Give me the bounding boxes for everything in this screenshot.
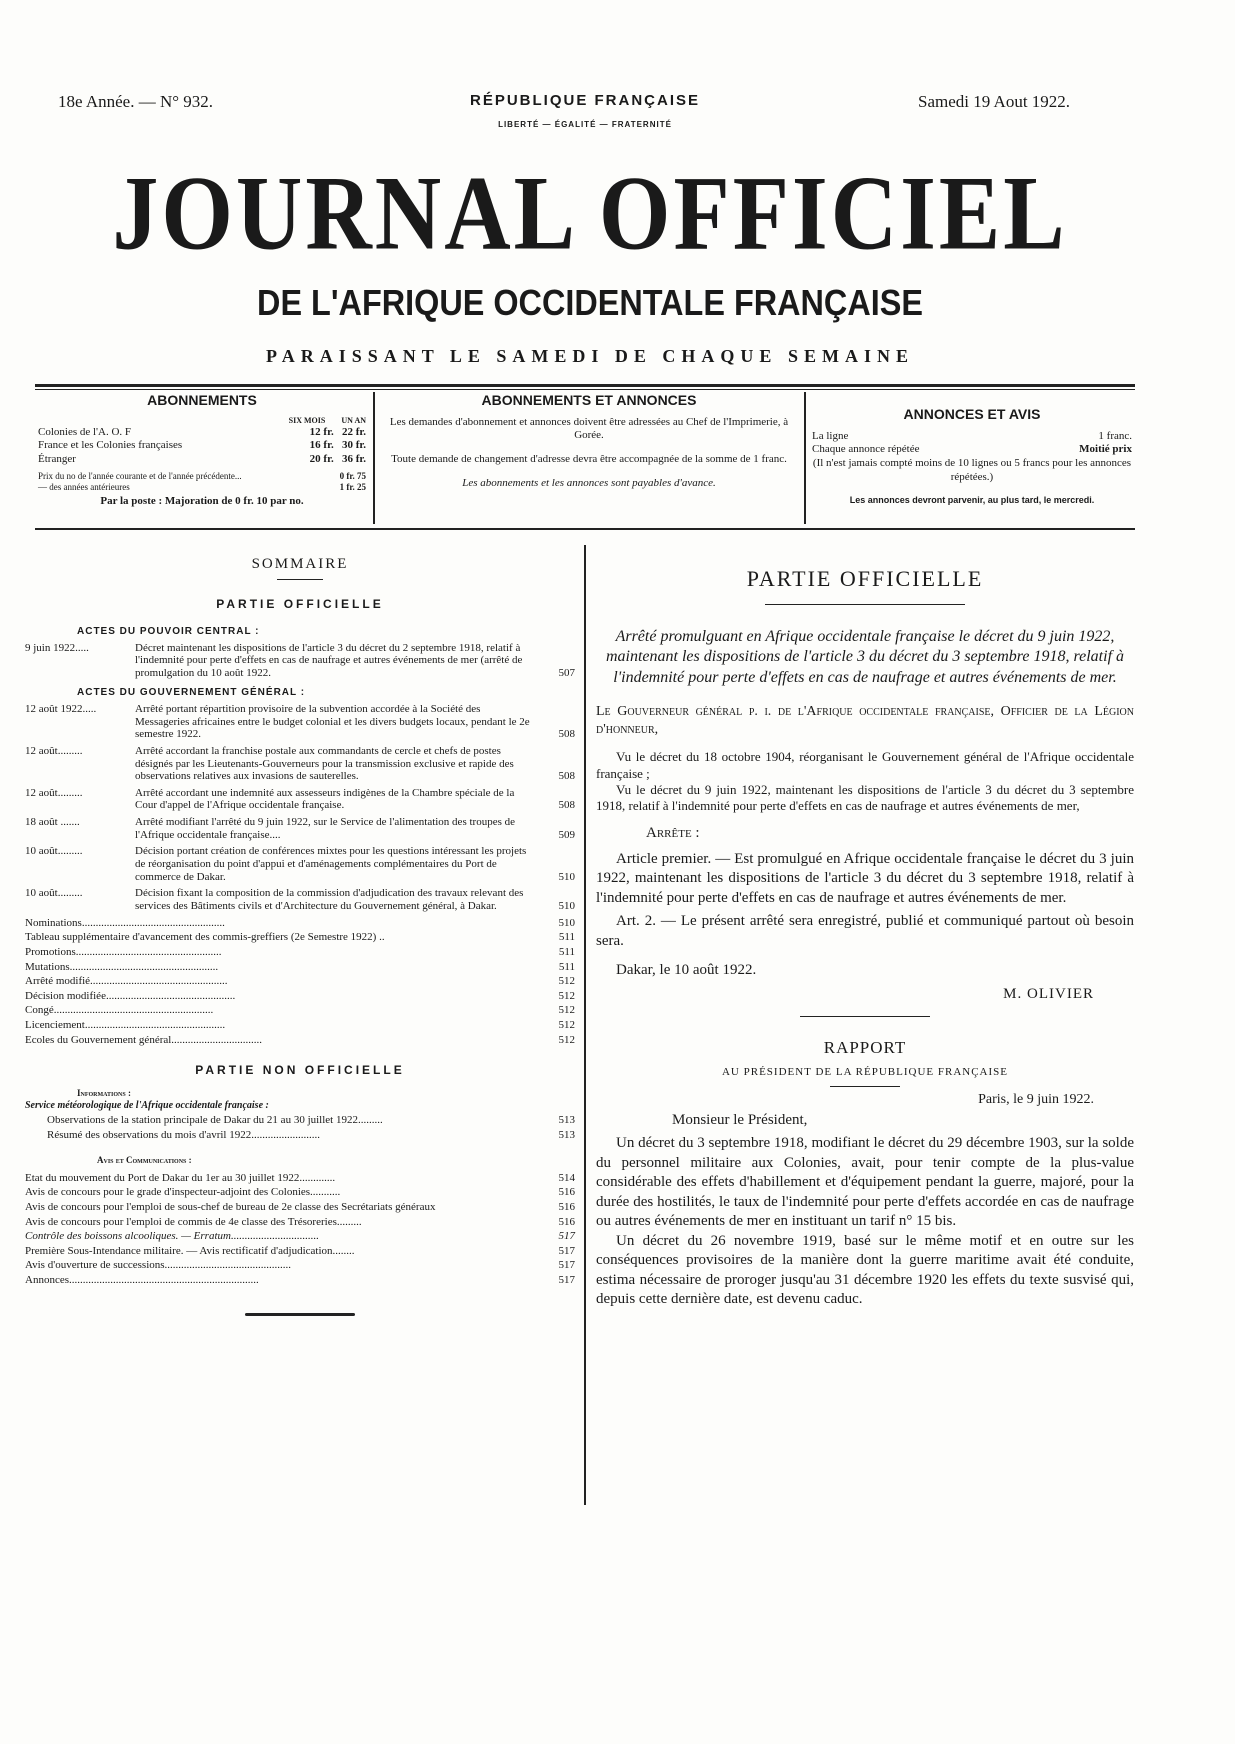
arrete-place-date: Dakar, le 10 août 1922. <box>616 962 757 979</box>
sommaire-rule <box>277 579 323 580</box>
entry-text: Décret maintenant les dispositions de l'article 3 du décret du 2 septembre 1918, relatif à l'indemnité pour perte d'effets en cas de naufrage et autres événements de mer (arrêté de promulgation du 10 août 1922. <box>135 641 523 679</box>
officielle-column <box>596 565 1134 1310</box>
annonce-value: 1 franc. <box>1098 429 1132 442</box>
informations-heading: Informations : <box>77 1088 131 1099</box>
line-text: Tableau supplémentaire d'avancement des commis-greffiers (2e Semestre 1922) .. <box>25 931 385 944</box>
gouv-general-heading: ACTES DU GOUVERNEMENT GÉNÉRAL : <box>77 687 306 699</box>
sommaire-line <box>25 1019 575 1032</box>
entry-text: Arrêté accordant la franchise postale aux commandants de cercle et chefs de postes désignés par les Lieutenants-Gouverneurs pour la transmission exclusive et rapide des observations relatives aux invasions de sauterelles. <box>135 744 514 783</box>
annonce-note: (Il n'est jamais compté moins de 10 lignes ou 5 francs pour les annonces répétées.) <box>812 457 1132 483</box>
entry-page: 508 <box>558 728 575 741</box>
abon-annonces-heading: ABONNEMENTS ET ANNONCES <box>481 392 697 408</box>
issue-number: 18e Année. — N° 932. <box>58 92 214 111</box>
avis-line <box>25 1259 575 1272</box>
entry-page: 508 <box>558 770 575 783</box>
entry-page: 507 <box>558 666 575 679</box>
abonnements-heading: ABONNEMENTS <box>147 392 257 408</box>
meteo-heading: Service météorologique de l'Afrique occidentale française : <box>25 1100 269 1112</box>
entry-text: Arrêté modifiant l'arrêté du 9 juin 1922, sur le Service de l'alimentation des troupes de l'Afrique occidentale française.... <box>135 816 515 841</box>
sommaire-entry <box>25 845 575 883</box>
line-page: 517 <box>558 1244 575 1257</box>
sommaire-line <box>25 931 575 944</box>
annonce-deadline: Les annonces devront parvenir, au plus tard, le mercredi. <box>849 494 1095 505</box>
sommaire-line <box>25 946 575 959</box>
line-text: Nominations.................................................... <box>25 916 225 929</box>
prix-row <box>38 471 366 482</box>
abon-row-label: Colonies de l'A. O. F <box>38 425 132 438</box>
box-divider-2 <box>804 392 806 524</box>
rapport-para-2: Un décret du 26 novembre 1919, basé sur le même motif et en outre sur les conséquences provisoires de la manière dont la guerre maritime avait été conduite, estima nécessaire de proroger jusqu'au 31 décembre 1920 les effets du texte susvisé qui, depuis cette dernière date, est devenu caduc. <box>596 1232 1134 1308</box>
abonnements-box <box>38 392 366 522</box>
entry-page: 510 <box>558 870 575 883</box>
salutation: Monsieur le Président, <box>672 1111 808 1128</box>
issue-date: Samedi 19 Aout 1922. <box>918 92 1071 111</box>
gouverneur-line: Le Gouverneur général p. i. de l'Afrique occidentale française, Officier de la Légion d'honneur, <box>596 703 1134 738</box>
avis-line <box>25 1230 575 1243</box>
line-page: 513 <box>558 1113 575 1126</box>
sommaire-lines <box>25 917 575 1047</box>
abon-annonces-p1: Les demandes d'abonnement et annonces doivent être adressées au Chef de l'Imprimerie, à Gorée. <box>389 415 789 442</box>
prix-row <box>38 482 366 493</box>
abon-row <box>38 426 366 440</box>
entry-page: 509 <box>558 828 575 841</box>
prix-label: Prix du no de l'année courante et de l'année précédente... <box>38 470 242 481</box>
sommaire-line <box>25 961 575 974</box>
line-text: Avis de concours pour le grade d'inspecteur-adjoint des Colonies........... <box>25 1186 341 1199</box>
entry-page: 508 <box>558 799 575 812</box>
line-page: 512 <box>558 1033 575 1046</box>
line-text: Congé.......................................................... <box>25 1004 214 1017</box>
line-text: Avis de concours pour l'emploi de sous-chef de bureau de 2e classe des Secrétariats généraux <box>25 1200 436 1213</box>
sommaire-line <box>25 975 575 988</box>
vu-2: Vu le décret du 9 juin 1922, maintenant les dispositions de l'article 3 du décret du 3 septembre 1918, relatif à l'indemnité pour perte d'effets en cas de naufrage et autres événements de mer, <box>596 781 1134 814</box>
entry-date: 9 juin 1922..... <box>25 641 89 654</box>
line-text: Annonces..................................................................... <box>25 1274 259 1287</box>
line-page: 516 <box>558 1186 575 1199</box>
sommaire-line <box>25 990 575 1003</box>
partie-officielle-heading: PARTIE OFFICIELLE <box>216 597 384 612</box>
abon-row <box>38 453 366 467</box>
avis-heading: Avis et Communications : <box>97 1155 192 1166</box>
annonce-label: Chaque annonce répétée <box>812 443 920 456</box>
header-rule-thin <box>35 389 1135 390</box>
entry-date: 10 août......... <box>25 887 83 900</box>
pouvoir-central-heading: ACTES DU POUVOIR CENTRAL : <box>77 626 260 638</box>
annonces-heading: ANNONCES ET AVIS <box>903 406 1041 422</box>
officielle-heading: PARTIE OFFICIELLE <box>746 566 984 591</box>
journal-subtitle: DE L'AFRIQUE OCCIDENTALE FRANÇAISE <box>257 282 923 323</box>
line-page: 512 <box>558 1004 575 1017</box>
line-text: Première Sous-Intendance militaire. — Avis rectificatif d'adjudication........ <box>25 1244 355 1257</box>
au-president-heading: AU PRÉSIDENT DE LA RÉPUBLIQUE FRANÇAISE <box>721 1066 1008 1079</box>
avis-line <box>25 1216 575 1229</box>
entry-text: Arrêté portant répartition provisoire de la subvention accordée à la Société des Messageries africaines entre le budget colonial et les divers budgets locaux, pendant le 2e semestre 1922. <box>135 702 530 741</box>
sommaire-heading: SOMMAIRE <box>251 556 349 572</box>
signature-rule <box>800 1016 930 1017</box>
abon-six: 20 fr. <box>309 453 334 465</box>
abon-row <box>38 439 366 453</box>
annonce-value: Moitié prix <box>1079 443 1132 456</box>
sommaire-entry <box>25 703 575 741</box>
vu-1: Vu le décret du 18 octobre 1904, réorganisant le Gouvernement général de l'Afrique occidentale française ; <box>596 749 1134 781</box>
rapport-place-date: Paris, le 9 juin 1922. <box>978 1091 1094 1107</box>
un-an-label: UN AN <box>341 415 366 425</box>
meteo-line <box>25 1129 575 1142</box>
line-page: 516 <box>558 1200 575 1213</box>
sommaire-entry <box>25 887 575 912</box>
six-mois-label: SIX MOIS <box>288 415 326 425</box>
meteo-line <box>25 1114 575 1127</box>
line-page: 510 <box>558 916 575 929</box>
line-page: 517 <box>558 1259 575 1272</box>
annonce-row <box>812 443 1132 457</box>
line-text: Etat du mouvement du Port de Dakar du 1er au 30 juillet 1922............. <box>25 1171 336 1184</box>
abon-six: 12 fr. <box>309 425 334 438</box>
rapport-heading: RAPPORT <box>823 1038 907 1058</box>
prix-value: 1 fr. 25 <box>339 482 366 492</box>
journal-title: JOURNAL OFFICIEL <box>112 154 1068 272</box>
line-page: 516 <box>558 1215 575 1228</box>
abon-row-label: France et les Colonies françaises <box>38 439 183 452</box>
line-text: Mutations...................................................... <box>25 960 219 973</box>
avis-line <box>25 1172 575 1185</box>
line-text: Résumé des observations du mois d'avril 1922......................... <box>47 1128 320 1141</box>
avis-line <box>25 1274 575 1287</box>
arrete-label: Arrête : <box>646 825 700 842</box>
line-page: 513 <box>558 1128 575 1141</box>
sommaire-entry <box>25 816 575 841</box>
line-page: 512 <box>558 1019 575 1032</box>
signature: M. OLIVIER <box>1003 985 1094 1002</box>
box-divider-1 <box>373 392 375 524</box>
line-text: Licenciement................................................... <box>25 1019 226 1032</box>
abon-six: 16 fr. <box>309 439 334 452</box>
sommaire-entry <box>25 745 575 783</box>
line-page: 517 <box>558 1230 575 1243</box>
entry-text: Arrêté accordant une indemnité aux assesseurs indigènes de la Chambre spéciale de la Cour d'appel de l'Afrique occidentale française. <box>135 786 515 812</box>
poste-note: Par la poste : Majoration de 0 fr. 10 par no. <box>100 495 304 508</box>
line-text: Avis de concours pour l'emploi de commis de 4e classe des Trésoreries......... <box>25 1215 362 1228</box>
motto: LIBERTÉ — ÉGALITÉ — FRATERNITÉ <box>498 120 672 129</box>
entry-text: Décision fixant la composition de la commission d'adjudication des travaux relevant des services des Bâtiments civils et d'Architecture du Gouvernement général, à Dakar. <box>135 887 524 912</box>
box-bottom-rule <box>35 528 1135 530</box>
entry-text: Décision portant création de conférences mixtes pour les questions intéressant les projets de réorganisation du point d'appui et d'aménagements complémentaires du Port de commerce de Dakar. <box>135 845 527 883</box>
entry-date: 18 août ....... <box>25 816 80 829</box>
annonce-row <box>812 430 1132 444</box>
sommaire-entry <box>25 787 575 812</box>
avis-line <box>25 1201 575 1214</box>
line-text: Arrêté modifié.................................................. <box>25 975 228 988</box>
line-page: 511 <box>558 931 575 944</box>
sommaire-line <box>25 1004 575 1017</box>
line-page: 512 <box>558 989 575 1002</box>
line-page: 511 <box>558 945 575 958</box>
avis-line <box>25 1245 575 1258</box>
annonces-box <box>812 392 1132 522</box>
line-text: Avis d'ouverture de successions.............................................. <box>25 1259 292 1272</box>
entry-date: 12 août......... <box>25 744 83 757</box>
line-text: Promotions..................................................... <box>25 945 222 958</box>
header-rule <box>35 384 1135 387</box>
rapport-para-1: Un décret du 3 septembre 1918, modifiant le décret du 29 décembre 1903, sur la solde du personnel militaire aux Colonies, avait, pour tenir compte de la plus-value considérable des effets d'habillement et d'équipement pendant la guerre, majoré, pour la durée des hostilités, le taux de l'indemnité pour perte d'effets accordée en cas de naufrage ou autres événements de mer en instituant un tarif n° 15 bis. <box>596 1135 1134 1230</box>
entry-date: 12 août......... <box>25 786 83 799</box>
abon-an: 30 fr. <box>341 439 366 452</box>
abon-annonces-p2: Toute demande de changement d'adresse devra être accompagnée de la somme de 1 franc. <box>391 453 787 465</box>
entry-date: 12 août 1922..... <box>25 702 97 715</box>
line-page: 517 <box>558 1274 575 1287</box>
line-text: Ecoles du Gouvernement général................................. <box>25 1033 263 1046</box>
line-page: 512 <box>558 975 575 988</box>
abon-annonces-p3: Les abonnements et les annonces sont payables d'avance. <box>462 476 716 489</box>
partie-non-officielle-heading: PARTIE NON OFFICIELLE <box>195 1063 405 1078</box>
sommaire-end-ornament <box>245 1313 355 1316</box>
abon-an: 22 fr. <box>341 425 366 438</box>
line-text: Décision modifiée............................................... <box>25 989 236 1002</box>
column-divider <box>584 545 586 1505</box>
prix-label: — des années antérieures <box>38 482 130 492</box>
abon-an: 36 fr. <box>341 453 366 465</box>
entry-date: 10 août......... <box>25 845 83 858</box>
sommaire-entry <box>25 642 575 680</box>
abon-row-label: Étranger <box>38 453 76 465</box>
officielle-rule <box>765 604 965 605</box>
annonce-label: La ligne <box>812 429 849 442</box>
prix-value: 0 fr. 75 <box>339 470 366 481</box>
sommaire-column <box>25 556 575 1316</box>
rapport-rule <box>830 1086 900 1087</box>
line-text: Observations de la station principale de Dakar du 21 au 30 juillet 1922......... <box>47 1113 383 1126</box>
republic-label: RÉPUBLIQUE FRANÇAISE <box>469 92 700 109</box>
sommaire-line <box>25 917 575 930</box>
line-page: 514 <box>558 1171 575 1184</box>
entry-page: 510 <box>558 899 575 912</box>
abon-annonces-box <box>380 392 798 522</box>
avis-line <box>25 1186 575 1199</box>
line-page: 511 <box>558 960 575 973</box>
article-1: Article premier. — Est promulgué en Afrique occidentale française le décret du 3 juin 1922, maintenant les dispositions de l'article 3 du décret du 3 septembre 1918, relatif à l'indemnité pour perte d'effets en cas de naufrage et autres événements de mer. <box>596 850 1134 906</box>
tagline: PARAISSANT LE SAMEDI DE CHAQUE SEMAINE <box>266 346 914 366</box>
arrete-title: Arrêté promulguant en Afrique occidentale française le décret du 9 juin 1922, maintenant les dispositions de l'article 3 du décret du 3 septembre 1918, relatif à l'indemnité pour perte d'effets en cas de naufrage et autres événements de mer. <box>605 627 1125 687</box>
sommaire-line <box>25 1034 575 1047</box>
article-2: Art. 2. — Le présent arrêté sera enregistré, publié et communiqué partout où besoin sera. <box>596 913 1134 949</box>
line-text: Contrôle des boissons alcooliques. — Erratum................................ <box>25 1230 319 1243</box>
